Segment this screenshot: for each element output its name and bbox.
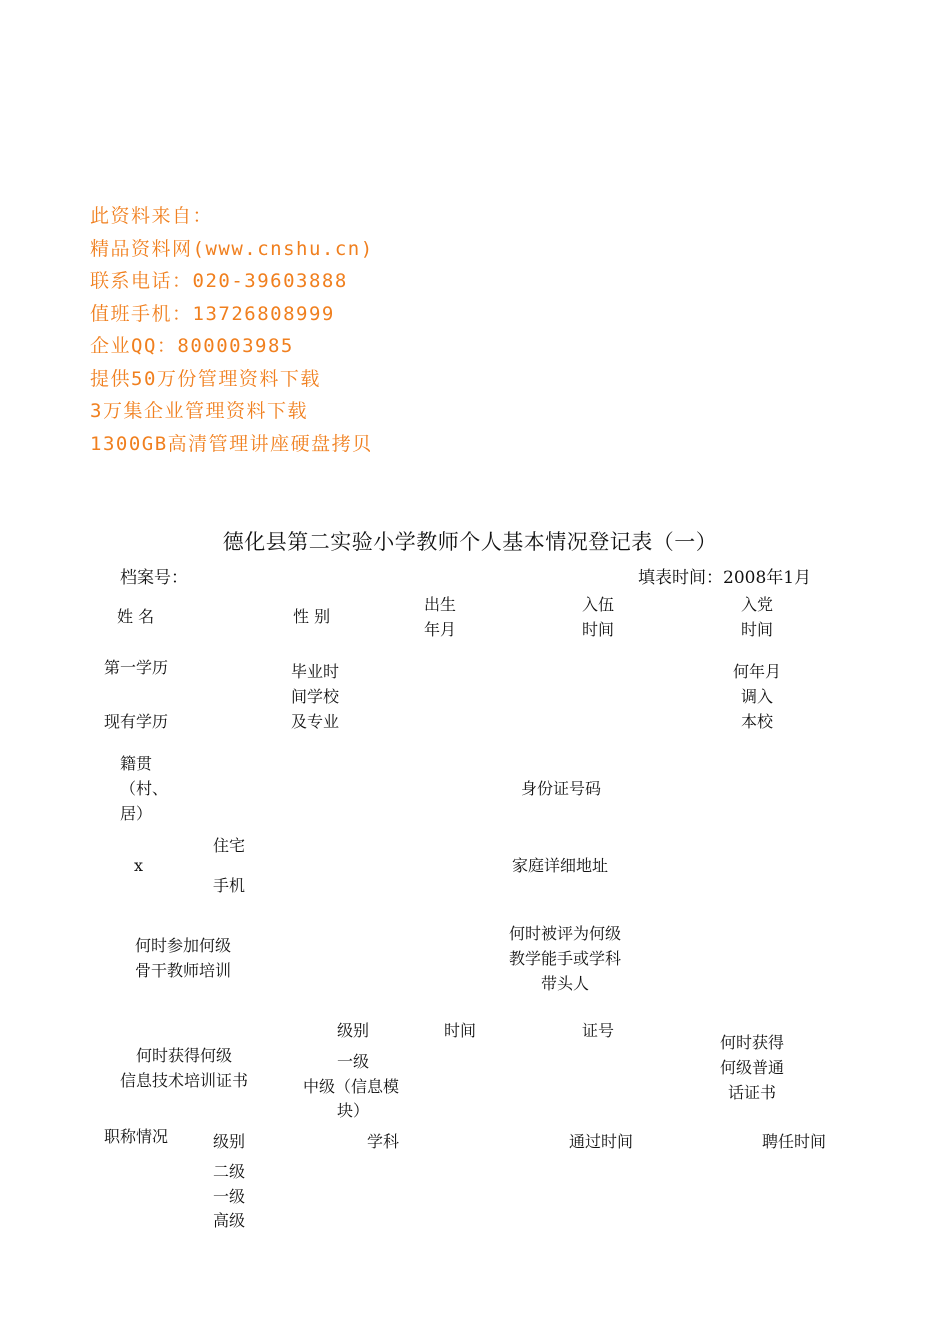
it-time-header: 时间 <box>444 1021 477 1040</box>
fill-date: 填表时间：2008年1月 <box>638 568 812 588</box>
source-line: 联系电话：020-39603888 <box>90 270 348 292</box>
it-certificate-label: 何时获得何级 信息技术培训证书 <box>119 1046 248 1090</box>
name-label: 姓 名 <box>117 607 155 626</box>
home-address-label: 家庭详细地址 <box>512 856 609 875</box>
it-level-item: 一级 <box>337 1052 370 1071</box>
form-title: 德化县第二实验小学教师个人基本情况登记表（一） <box>222 530 718 554</box>
graduation-info-label: 毕业时 间学校 及专业 <box>290 662 339 731</box>
it-level-item: 中级（信息模 <box>303 1077 400 1096</box>
subject-header: 学科 <box>367 1132 400 1151</box>
it-level-header: 级别 <box>337 1021 370 1040</box>
title-level-item: 二级 <box>213 1162 246 1181</box>
enlist-time-label: 入伍 时间 <box>581 595 614 639</box>
source-line: 提供50万份管理资料下载 <box>90 367 321 390</box>
title-level-item: 一级 <box>213 1187 246 1206</box>
teaching-expert-label: 何时被评为何级 教学能手或学科 带头人 <box>508 924 621 993</box>
title-level-header: 级别 <box>213 1132 246 1151</box>
mobile-phone-label: 手机 <box>213 876 246 895</box>
transfer-date-label: 何年月 调入 本校 <box>732 662 781 731</box>
source-line: 值班手机：13726808999 <box>90 302 335 325</box>
it-level-item: 块） <box>337 1101 370 1120</box>
home-phone-label: 住宅 <box>213 836 246 855</box>
id-number-label: 身份证号码 <box>521 779 602 798</box>
professional-title-label: 职称情况 <box>104 1127 169 1146</box>
gender-label: 性 别 <box>293 607 331 626</box>
source-line: 企业QQ：800003985 <box>90 335 294 357</box>
backbone-training-label: 何时参加何级 骨干教师培训 <box>134 936 231 980</box>
birth-label: 出生 年月 <box>423 595 456 639</box>
first-education-label: 第一学历 <box>104 658 169 677</box>
source-line: 此资料来自： <box>90 205 214 227</box>
file-number-label: 档案号： <box>120 568 188 588</box>
mandarin-certificate-label: 何时获得 何级普通 话证书 <box>719 1033 784 1102</box>
source-line: 3万集企业管理资料下载 <box>90 400 308 422</box>
phone-mark: x <box>134 856 144 875</box>
party-time-label: 入党 时间 <box>740 595 773 639</box>
source-line: 1300GB高清管理讲座硬盘拷贝 <box>90 432 373 455</box>
current-education-label: 现有学历 <box>104 712 169 731</box>
source-info-block <box>90 200 374 460</box>
title-level-item: 高级 <box>213 1211 246 1230</box>
source-line: 精品资料网(www.cnshu.cn) <box>90 237 374 260</box>
pass-time-header: 通过时间 <box>569 1132 634 1151</box>
it-cert-number-header: 证号 <box>582 1021 615 1040</box>
native-place-label: 籍贯 （村、 居） <box>120 754 169 823</box>
appointment-time-header: 聘任时间 <box>762 1132 827 1151</box>
